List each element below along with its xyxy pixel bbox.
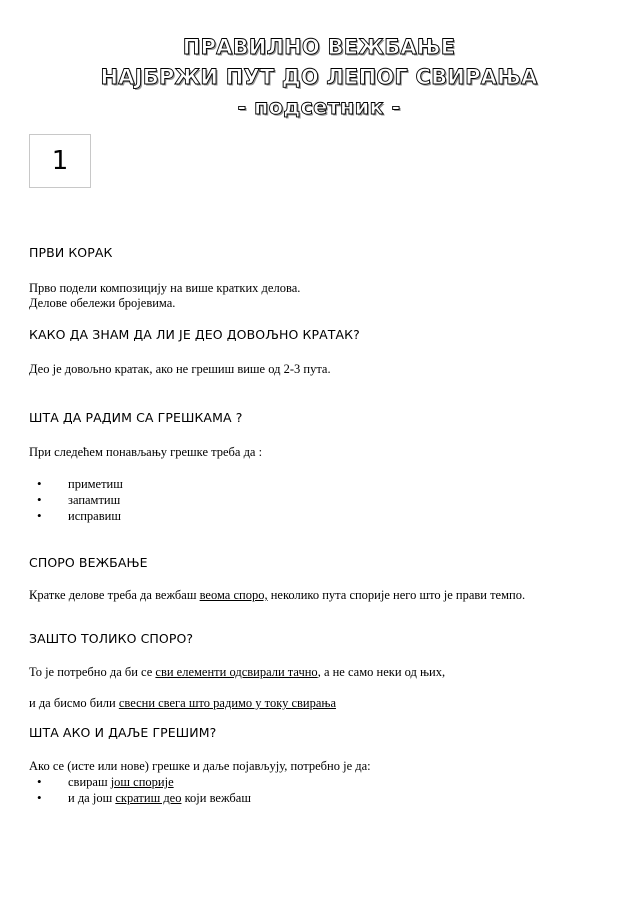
section-heading-mistakes: ШТА ДА РАДИМ СА ГРЕШКАМА ? (29, 410, 243, 425)
paragraph (29, 588, 525, 603)
page-number: 1 (51, 146, 69, 176)
text: Кратке делове треба да вежбаш (29, 588, 200, 602)
text: , а не само неки од њих, (317, 665, 446, 679)
paragraph: При следећем понављању грешке треба да : (29, 445, 263, 459)
text: и да још (68, 791, 116, 805)
text: који вежбаш (181, 791, 251, 805)
section-heading-first-step: ПРВИ КОРАК (29, 245, 113, 260)
list-item (37, 492, 120, 508)
list-item-text: исправиш (68, 509, 121, 523)
section-heading-still-mistakes: ШТА АКО И ДАЉЕ ГРЕШИМ? (29, 725, 217, 740)
section-heading-how-short: КАКО ДА ЗНАМ ДА ЛИ ЈЕ ДЕО ДОВОЉНО КРАТАК? (29, 327, 360, 342)
section-heading-slow-practice: СПОРО ВЕЖБАЊЕ (29, 555, 148, 570)
list-item-text: приметиш (68, 477, 123, 491)
document-tagline: - подсетник - (237, 95, 401, 119)
list-item-text: запамтиш (68, 493, 121, 507)
underlined-text: веома споро, (199, 588, 268, 602)
section-heading-why-slow: ЗАШТО ТОЛИКО СПОРО? (29, 631, 194, 646)
bullet-icon: • (37, 790, 42, 805)
list-item (37, 790, 251, 806)
underlined-text: сви елементи одсвирали тачно (155, 665, 318, 679)
paragraph: Делове обележи бројевима. (29, 296, 176, 310)
bullet-icon: • (37, 492, 42, 507)
underlined-text: скратиш део (115, 791, 182, 805)
text: То је потребно да би се (29, 665, 156, 679)
bullet-icon: • (37, 508, 42, 523)
list-item (37, 508, 121, 524)
document-title: ПРАВИЛНО ВЕЖБАЊЕ (182, 35, 456, 59)
text: свираш (68, 775, 111, 789)
page-number-box (29, 134, 91, 188)
list-item (37, 774, 174, 790)
paragraph (29, 696, 336, 711)
underlined-text: свесни свега што радимо у току свирања (118, 696, 337, 710)
bullet-icon: • (37, 476, 42, 491)
paragraph (29, 665, 445, 680)
paragraph: Део је довољно кратак, ако не грешиш више од 2-3 пута. (29, 362, 331, 376)
paragraph: Ако се (исте или нове) грешке и даље појављују, потребно је да: (29, 759, 371, 773)
paragraph: Прво подели композицију на више кратких делова. (29, 281, 301, 295)
document-subtitle: НАЈБРЖИ ПУТ ДО ЛЕПОГ СВИРАЊА (100, 65, 538, 89)
text: и да бисмо били (29, 696, 119, 710)
text: неколико пута спорије него што је прави темпо. (267, 588, 526, 602)
underlined-text: још спорије (110, 775, 174, 789)
list-item (37, 476, 123, 492)
bullet-icon: • (37, 774, 42, 789)
